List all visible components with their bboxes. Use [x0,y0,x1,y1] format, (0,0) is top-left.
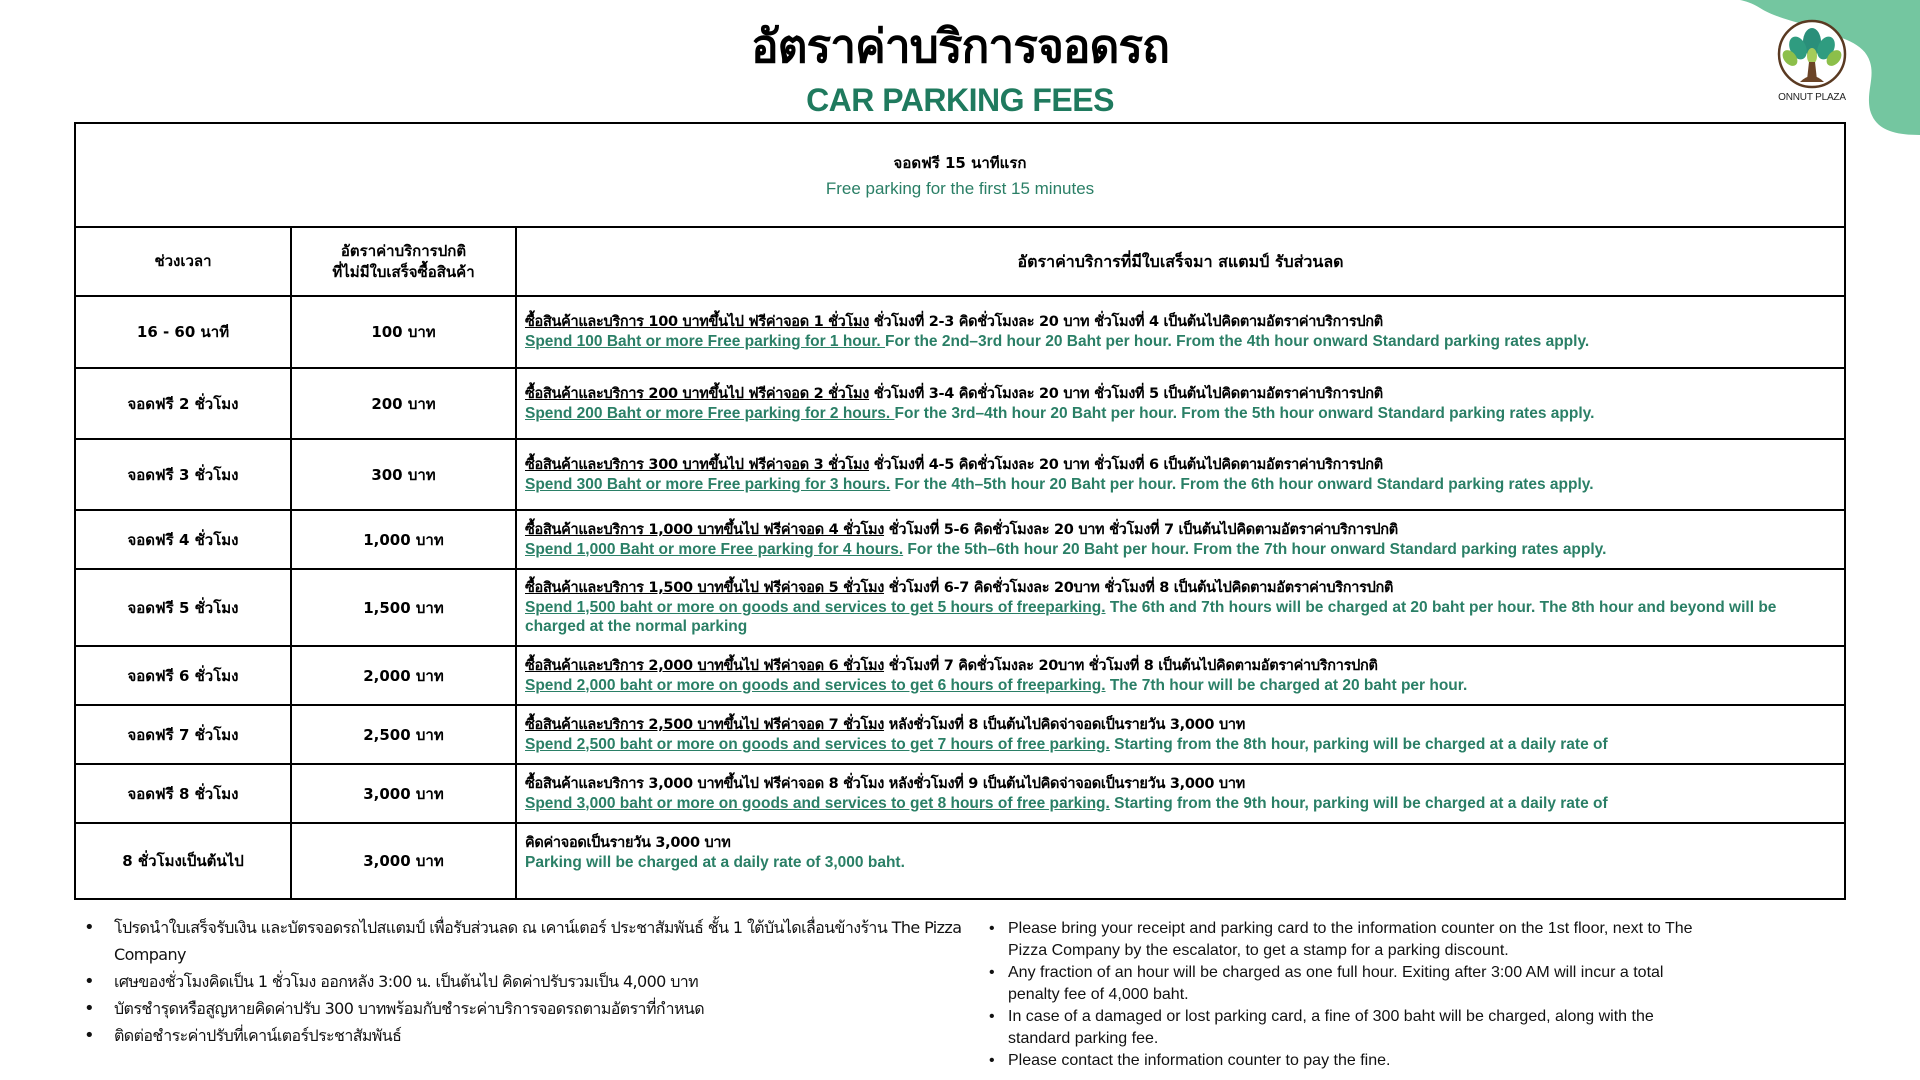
rate-cell: 1,500 บาท [291,569,516,646]
period-cell: จอดฟรี 7 ชั่วโมง [75,705,291,764]
discount-cell [516,296,1845,368]
rate-cell: 2,000 บาท [291,646,516,705]
rate-cell: 3,000 บาท [291,823,516,899]
discount-thai-detail: ชั่วโมงที่ 7 คิดชั่วโมงละ 20บาท ชั่วโมงที่ 8 เป็นต้นไปคิดตามอัตราค่าบริการปกติ [884,657,1378,674]
discount-thai-detail: ชั่วโมงที่ 6-7 คิดชั่วโมงละ 20บาท ชั่วโมงที่ 8 เป็นต้นไปคิดตามอัตราค่าบริการปกติ [884,580,1394,596]
column-header-discount-rate [516,227,1845,296]
discount-thai [525,579,1837,598]
note-item [988,918,1708,962]
rate-cell: 300 บาท [291,439,516,510]
parking-fees-table [74,122,1846,900]
discount-english-detail: Starting from the 9th hour, parking will be charged at a daily rate of [1109,794,1608,812]
discount-english-detail: The 6th and 7th hours will be charged at 20 baht per hour. The 8th hour and beyond will be charged at the normal parking [525,599,1777,635]
discount-english [525,540,1837,559]
discount-english [525,676,1837,695]
free-period-english: Free parking for the first 15 minutes [825,179,1095,198]
bullet-dot-icon: • [989,1052,995,1069]
discount-english-highlight: Spend 2,500 baht or more on goods and services to get 7 hours of free parking. [525,735,1110,753]
rate-cell: 200 บาท [291,368,516,439]
bullet-dot-icon: • [84,971,95,992]
discount-english-highlight: Spend 2,000 baht or more on goods and services to get 6 hours of freeparking. [525,676,1106,694]
note-item [988,1050,1708,1072]
bullet-dot-icon: • [989,964,995,981]
discount-cell [516,646,1845,705]
note-text: เศษของชั่วโมงคิดเป็น 1 ชั่วโมง ออกหลัง 3:00 น. เป็นต้นไป คิดค่าปรับรวมเป็น 4,000 บาท [114,972,699,991]
discount-thai [525,521,1837,540]
discount-english-highlight: Spend 3,000 baht or more on goods and services to get 8 hours of free parking. [525,794,1110,812]
discount-thai-highlight: ซื้อสินค้าและบริการ 200 บาทขึ้นไป ฟรีค่าจอด 2 ชั่วโมง [525,385,870,402]
note-text: บัตรชำรุดหรือสูญหายคิดค่าปรับ 300 บาทพร้อมกับชำระค่าบริการจอดรถตามอัตราที่กำหนด [114,999,705,1018]
discount-cell [516,368,1845,439]
discount-english-detail: Parking will be charged at a daily rate of 3,000 baht. [525,854,905,871]
bullet-dot-icon: • [84,1025,95,1046]
discount-thai-detail: ชั่วโมงที่ 3-4 คิดชั่วโมงละ 20 บาท ชั่วโมงที่ 5 เป็นต้นไปคิดตามอัตราค่าบริการปกติ [869,385,1383,402]
discount-thai [525,313,1837,332]
discount-english-detail: For the 2nd–3rd hour 20 Baht per hour. From the 4th hour onward Standard parking rates apply. [885,333,1590,350]
rate-cell: 100 บาท [291,296,516,368]
period-cell: จอดฟรี 3 ชั่วโมง [75,439,291,510]
discount-thai-highlight: ซื้อสินค้าและบริการ 2,000 บาทขึ้นไป ฟรีค่าจอด 6 ชั่วโมง [525,657,885,674]
discount-english-highlight: Spend 100 Baht or more Free parking for 1 hour. [525,333,886,350]
discount-thai-detail: หลังชั่วโมงที่ 8 เป็นต้นไปคิดจ่าจอดเป็นรายวัน 3,000 บาท [884,716,1245,733]
note-text: โปรดนำใบเสร็จรับเงิน และบัตรจอดรถไปสแตมป์ เพื่อรับส่วนลด ณ เคาน์เตอร์ ประชาสัมพันธ์ ชั้น 1 ใต้บันไดเลื่อนข้างร้าน The Pizza Company [114,918,962,964]
period-cell: 16 - 60 นาที [75,296,291,368]
notes-english [988,918,1708,1072]
discount-cell [516,764,1845,823]
free-period-row [75,123,1845,227]
rate-cell: 3,000 บาท [291,764,516,823]
discount-thai [525,385,1837,404]
discount-english-highlight: Spend 200 Baht or more Free parking for 2 hours. [525,404,895,422]
rate-cell: 2,500 บาท [291,705,516,764]
discount-english [525,475,1837,494]
discount-thai-detail: ชั่วโมงที่ 4-5 คิดชั่วโมงละ 20 บาท ชั่วโมงที่ 6 เป็นต้นไปคิดตามอัตราค่าบริการปกติ [869,456,1383,473]
free-period-thai: จอดฟรี 15 นาทีแรก [893,154,1027,172]
discount-english [525,735,1837,754]
discount-thai-highlight: ซื้อสินค้าและบริการ 2,500 บาทขึ้นไป ฟรีค่าจอด 7 ชั่วโมง [525,716,885,733]
column-header-discount-rate-label: อัตราค่าบริการที่มีใบเสร็จมา สแตมป์ รับส่วนลด [1017,252,1344,271]
bullet-dot-icon: • [84,917,95,938]
discount-english-detail: The 7th hour will be charged at 20 baht per hour. [1105,676,1468,694]
note-text: Please contact the information counter to pay the fine. [1008,1052,1391,1069]
table-row [75,510,1845,569]
period-cell: 8 ชั่วโมงเป็นต้นไป [75,823,291,899]
note-text: Any fraction of an hour will be charged as one full hour. Exiting after 3:00 AM will incur a total penalty fee of 4,000 baht. [1008,964,1664,1003]
column-header-row [75,227,1845,296]
bullet-dot-icon: • [989,920,995,937]
page-title-english: CAR PARKING FEES [806,82,1114,118]
table-row [75,439,1845,510]
discount-thai [525,834,1837,853]
discount-thai-detail: ซื้อสินค้าและบริการ 3,000 บาทขึ้นไป ฟรีค่าจอด 8 ชั่วโมง หลังชั่วโมงที่ 9 เป็นต้นไปคิดจ่าจอดเป็นรายวัน 3,000 บาท [525,775,1245,792]
discount-thai-detail: ชั่วโมงที่ 2-3 คิดชั่วโมงละ 20 บาท ชั่วโมงที่ 4 เป็นต้นไปคิดตามอัตราค่าบริการปกติ [869,314,1383,330]
table-row [75,764,1845,823]
table-row [75,368,1845,439]
rate-cell: 1,000 บาท [291,510,516,569]
free-period-cell [75,123,1845,227]
column-header-standard-rate-line1: อัตราค่าบริการปกติ [340,241,467,260]
bullet-dot-icon: • [84,998,95,1019]
table-row [75,646,1845,705]
discount-english [525,853,1837,872]
discount-cell [516,823,1845,899]
discount-thai [525,657,1837,676]
column-header-period-label: ช่วงเวลา [154,252,212,270]
table-row [75,705,1845,764]
brand-name: ONNUT PLAZA [1778,92,1846,103]
discount-english-detail: Starting from the 8th hour, parking will be charged at a daily rate of [1109,735,1608,753]
discount-english-detail: For the 3rd–4th hour 20 Baht per hour. From the 5th hour onward Standard parking rates apply. [894,404,1595,422]
note-item [988,1006,1708,1050]
notes-thai [84,914,984,1049]
discount-cell [516,510,1845,569]
discount-english [525,794,1837,813]
table-row [75,823,1845,899]
discount-english-detail: For the 5th–6th hour 20 Baht per hour. From the 7th hour onward Standard parking rates apply. [903,540,1607,558]
column-header-standard-rate [291,227,516,296]
discount-cell [516,439,1845,510]
discount-thai-detail: ชั่วโมงที่ 5-6 คิดชั่วโมงละ 20 บาท ชั่วโมงที่ 7 เป็นต้นไปคิดตามอัตราค่าบริการปกติ [884,521,1398,538]
page-title-thai: อัตราค่าบริการจอดรถ [751,19,1169,73]
discount-english [525,332,1837,351]
table-row [75,569,1845,646]
discount-english-detail: For the 4th–5th hour 20 Baht per hour. From the 6th hour onward Standard parking rates apply. [890,475,1594,493]
discount-thai-detail: คิดค่าจอดเป็นรายวัน 3,000 บาท [525,835,731,851]
bullet-dot-icon: • [989,1008,995,1025]
discount-english [525,404,1837,423]
note-item [84,914,984,968]
period-cell: จอดฟรี 4 ชั่วโมง [75,510,291,569]
note-text: In case of a damaged or lost parking card, a fine of 300 baht will be charged, along with the standard parking fee. [1008,1008,1654,1047]
note-item [84,995,984,1022]
notes-english-list [988,918,1708,1072]
discount-english-highlight: Spend 1,500 baht or more on goods and services to get 5 hours of freeparking. [525,599,1106,616]
discount-thai [525,456,1837,475]
notes-thai-list [84,914,984,1049]
discount-thai-highlight: ซื้อสินค้าและบริการ 1,500 บาทขึ้นไป ฟรีค่าจอด 5 ชั่วโมง [525,580,885,596]
discount-english-highlight: Spend 1,000 Baht or more Free parking for 4 hours. [525,540,904,558]
period-cell: จอดฟรี 2 ชั่วโมง [75,368,291,439]
period-cell: จอดฟรี 6 ชั่วโมง [75,646,291,705]
table-row [75,296,1845,368]
note-item [84,1022,984,1049]
note-item [84,968,984,995]
discount-cell [516,569,1845,646]
discount-english [525,598,1837,636]
discount-thai [525,716,1837,735]
note-text: ติดต่อชำระค่าปรับที่เคาน์เตอร์ประชาสัมพันธ์ [114,1026,402,1045]
discount-english-highlight: Spend 300 Baht or more Free parking for 3 hours. [525,475,891,493]
note-item [988,962,1708,1006]
discount-cell [516,705,1845,764]
discount-thai-highlight: ซื้อสินค้าและบริการ 1,000 บาทขึ้นไป ฟรีค่าจอด 4 ชั่วโมง [525,521,885,538]
column-header-standard-rate-line2: ที่ไม่มีใบเสร็จซื้อสินค้า [332,262,475,281]
discount-thai-highlight: ซื้อสินค้าและบริการ 100 บาทขึ้นไป ฟรีค่าจอด 1 ชั่วโมง [525,314,870,330]
period-cell: จอดฟรี 5 ชั่วโมง [75,569,291,646]
discount-thai-highlight: ซื้อสินค้าและบริการ 300 บาทขึ้นไป ฟรีค่าจอด 3 ชั่วโมง [525,456,870,473]
discount-thai [525,775,1837,794]
period-cell: จอดฟรี 8 ชั่วโมง [75,764,291,823]
column-header-period [75,227,291,296]
note-text: Please bring your receipt and parking card to the information counter on the 1st floor, next to The Pizza Company by the escalator, to get a stamp for a parking discount. [1008,920,1693,959]
